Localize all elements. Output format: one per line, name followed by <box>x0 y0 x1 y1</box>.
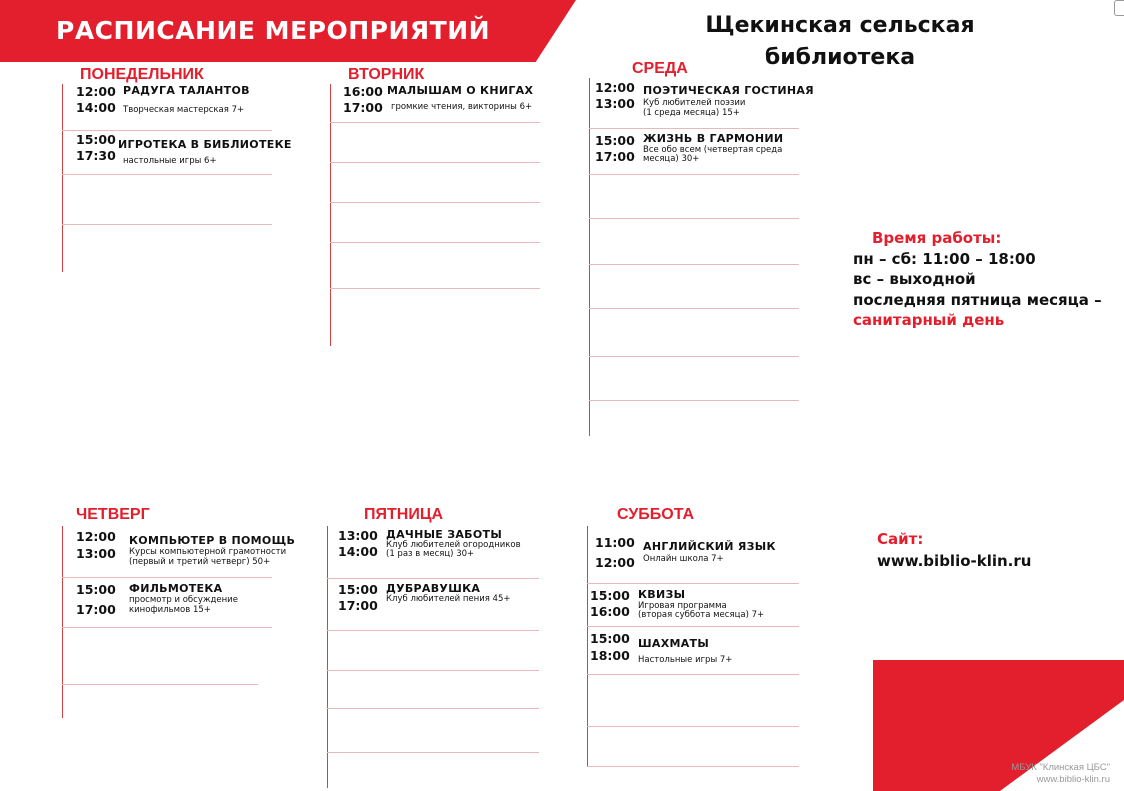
event-end-time: 13:00 <box>76 546 116 561</box>
divider <box>587 626 799 627</box>
day-title-tuesday: ВТОРНИК <box>348 66 425 83</box>
working-hours-label: Время работы: <box>872 229 1002 247</box>
divider <box>589 400 799 401</box>
event-title: ШАХМАТЫ <box>638 637 710 650</box>
event-end-time: 17:00 <box>76 602 116 617</box>
event-title: ИГРОТЕКА В БИБЛИОТЕКЕ <box>118 138 292 151</box>
divider <box>587 674 799 675</box>
event-start-time: 15:00 <box>76 132 116 147</box>
event-start-time: 15:00 <box>338 582 378 597</box>
event-start-time: 15:00 <box>595 133 635 148</box>
event-description: (вторая суббота месяца) 7+ <box>638 610 765 620</box>
website-url[interactable]: www.biblio-klin.ru <box>877 552 1032 570</box>
event-start-time: 12:00 <box>76 84 116 99</box>
event-end-time: 13:00 <box>595 96 635 111</box>
event-description: кинофильмов 15+ <box>129 605 211 615</box>
event-description: Игровая программа <box>638 601 727 611</box>
event-title: ПОЭТИЧЕСКАЯ ГОСТИНАЯ <box>643 84 814 97</box>
divider <box>62 174 272 175</box>
divider <box>589 128 799 129</box>
divider <box>330 122 540 123</box>
event-start-time: 13:00 <box>338 528 378 543</box>
event-description: настольные игры 6+ <box>123 156 217 166</box>
divider <box>587 726 799 727</box>
library-name <box>680 10 1000 74</box>
divider <box>327 708 539 709</box>
divider <box>587 766 799 767</box>
event-title: ФИЛЬМОТЕКА <box>129 582 223 595</box>
day-title-thursday: ЧЕТВЕРГ <box>76 506 150 523</box>
event-end-time: 12:00 <box>595 555 635 570</box>
divider <box>62 627 272 628</box>
library-name-line2: библиотека <box>764 45 916 70</box>
divider <box>589 174 799 175</box>
event-start-time: 12:00 <box>76 529 116 544</box>
divider <box>330 202 540 203</box>
event-description: Куб любителей поэзии <box>643 98 746 108</box>
divider <box>62 84 63 272</box>
divider <box>330 288 540 289</box>
working-hours <box>853 228 1102 331</box>
event-end-time: 16:00 <box>590 604 630 619</box>
event-start-time: 12:00 <box>595 80 635 95</box>
event-title: КВИЗЫ <box>638 588 686 601</box>
event-description: месяца) 30+ <box>643 154 700 164</box>
event-description: просмотр и обсуждение <box>129 595 238 605</box>
footer-org: МБУК "Клинская ЦБС" <box>1011 762 1110 773</box>
divider <box>327 630 539 631</box>
event-title: КОМПЬЮТЕР В ПОМОЩЬ <box>129 534 296 547</box>
page-title: РАСПИСАНИЕ МЕРОПРИЯТИЙ <box>56 16 491 45</box>
event-description: Творческая мастерская 7+ <box>123 105 245 115</box>
event-description: (1 среда месяца) 15+ <box>643 108 740 118</box>
working-hours-sunday: вс – выходной <box>853 270 976 288</box>
event-end-time: 17:00 <box>338 598 378 613</box>
footer-url: www.biblio-klin.ru <box>1036 774 1110 785</box>
event-description: Настольные игры 7+ <box>638 655 733 665</box>
divider <box>62 684 258 685</box>
divider <box>62 130 272 131</box>
event-title: ДАЧНЫЕ ЗАБОТЫ <box>386 528 503 541</box>
event-title: РАДУГА ТАЛАНТОВ <box>123 84 250 97</box>
website-block <box>877 528 1031 572</box>
library-name-line1: Щекинская сельская <box>705 13 975 38</box>
divider <box>589 308 799 309</box>
event-description: Курсы компьютерной грамотности <box>129 547 287 557</box>
event-start-time: 15:00 <box>590 588 630 603</box>
divider <box>62 224 272 225</box>
website-label: Сайт: <box>877 530 924 548</box>
event-start-time: 11:00 <box>595 535 635 550</box>
event-start-time: 15:00 <box>590 631 630 646</box>
event-description: (первый и третий четверг) 50+ <box>129 557 271 567</box>
working-hours-weekdays: пн – сб: 11:00 – 18:00 <box>853 249 1036 268</box>
event-end-time: 14:00 <box>338 544 378 559</box>
event-title: ДУБРАВУШКА <box>386 582 481 595</box>
divider <box>327 578 539 579</box>
event-end-time: 17:00 <box>595 149 635 164</box>
divider <box>589 356 799 357</box>
working-hours-sanitary-day: санитарный день <box>853 311 1005 329</box>
event-description: Клуб любителей огородников <box>386 540 521 550</box>
divider <box>330 162 540 163</box>
event-description: Онлайн школа 7+ <box>643 554 724 564</box>
event-title: МАЛЫШАМ О КНИГАХ <box>387 84 534 97</box>
divider <box>327 670 539 671</box>
day-title-saturday: СУББОТА <box>617 506 695 523</box>
event-start-time: 15:00 <box>76 582 116 597</box>
working-hours-last-friday: последняя пятница месяца – <box>853 290 1102 309</box>
day-title-friday: ПЯТНИЦА <box>364 506 444 523</box>
day-title-monday: ПОНЕДЕЛЬНИК <box>80 66 204 83</box>
footer-credits <box>960 762 1110 786</box>
event-description: громкие чтения, викторины 6+ <box>391 102 533 112</box>
divider <box>589 78 590 436</box>
day-title-wednesday: СРЕДА <box>632 60 688 77</box>
divider <box>589 264 799 265</box>
event-end-time: 17:30 <box>76 148 116 163</box>
event-description: Все обо всем (четвертая среда <box>643 145 783 155</box>
corner-icon <box>1114 0 1124 16</box>
event-title: АНГЛИЙСКИЙ ЯЗЫК <box>643 540 776 553</box>
event-end-time: 17:00 <box>343 100 383 115</box>
event-end-time: 14:00 <box>76 100 116 115</box>
divider <box>327 526 328 788</box>
divider <box>589 218 799 219</box>
event-start-time: 16:00 <box>343 84 383 99</box>
divider <box>587 526 588 766</box>
divider <box>62 577 272 578</box>
divider <box>327 752 539 753</box>
event-description: Клуб любителей пения 45+ <box>386 594 511 604</box>
divider <box>330 84 331 346</box>
event-title: ЖИЗНЬ В ГАРМОНИИ <box>643 132 784 145</box>
divider <box>62 526 63 718</box>
event-description: (1 раз в месяц) 30+ <box>386 549 475 559</box>
divider <box>587 583 799 584</box>
event-end-time: 18:00 <box>590 648 630 663</box>
divider <box>330 242 540 243</box>
